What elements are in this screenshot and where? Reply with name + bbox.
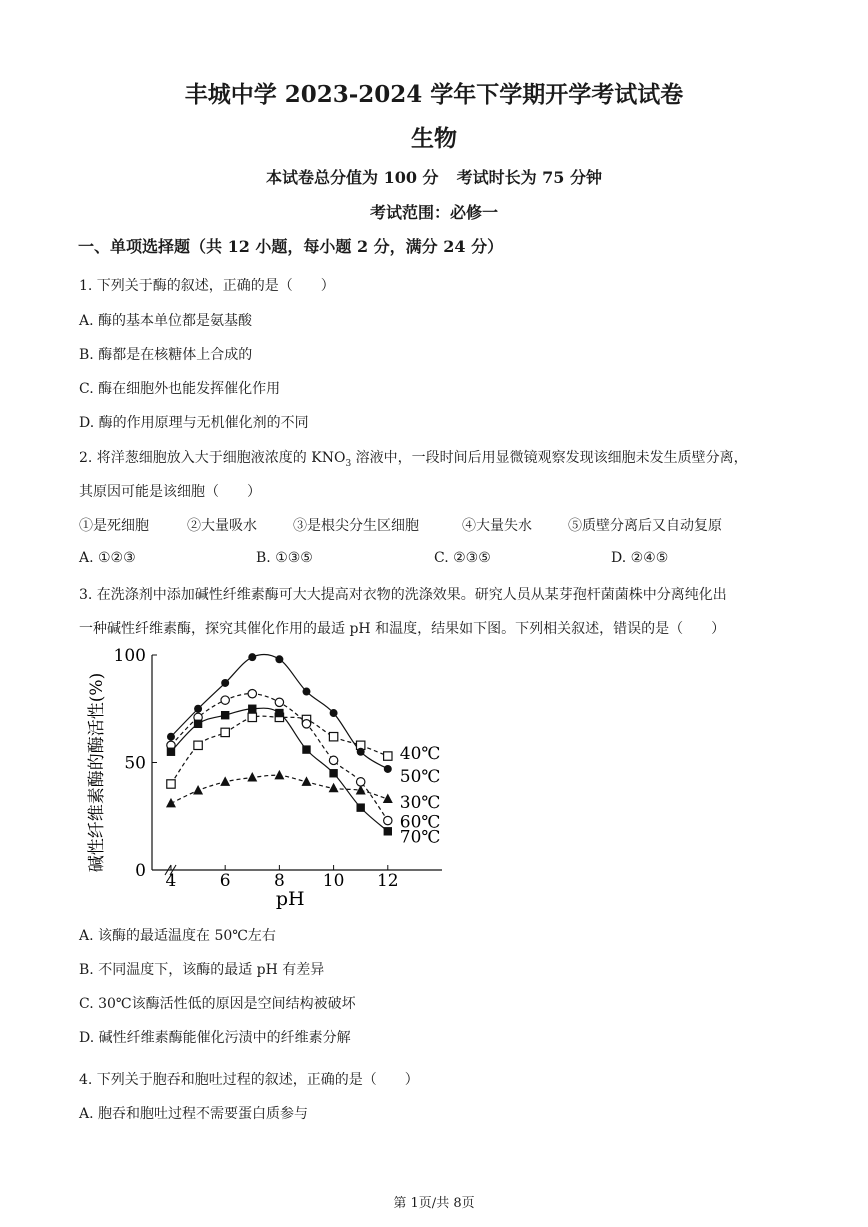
series-line-4 [171, 708, 388, 831]
x-tick-label: 12 [376, 871, 399, 891]
data-point-series-4 [275, 709, 283, 717]
y-tick-label: 100 [113, 646, 146, 666]
data-point-series-4 [384, 827, 392, 835]
subject-title: 生物 [411, 125, 457, 152]
data-point-series-1 [167, 733, 175, 741]
data-point-series-3 [329, 756, 337, 764]
series-label-2: 30℃ [399, 793, 441, 814]
q4-stem: 4. 下列关于胞吞和胞吐过程的叙述，正确的是（ ） [79, 1072, 419, 1088]
data-point-series-4 [329, 769, 337, 777]
q2-stem-line2: 其原因可能是该细胞（ ） [79, 484, 261, 500]
data-point-series-3 [275, 698, 283, 706]
y-axis-label: 碱性纤维素酶的酶活性(%) [87, 672, 107, 873]
q3-option-d: D. 碱性纤维素酶能催化污渍中的纤维素分解 [79, 1030, 351, 1046]
q2-item-3: ③是根尖分生区细胞 [293, 518, 419, 534]
q2-item-1: ①是死细胞 [79, 518, 149, 534]
x-tick-label: 10 [322, 871, 345, 891]
page-footer: 第 1页/共 8页 [393, 1196, 475, 1211]
q2-item-2: ②大量吸水 [187, 518, 257, 534]
q2-item-4: ④大量失水 [462, 518, 532, 534]
data-point-series-1 [194, 705, 202, 713]
section-heading: 一、单项选择题（共 12 小题，每小题 2 分，满分 24 分） [78, 237, 504, 256]
y-tick-label: 0 [135, 861, 146, 881]
exam-scope: 考试范围：必修一 [369, 203, 498, 222]
data-point-series-2 [247, 772, 257, 782]
data-point-series-3 [356, 778, 364, 786]
data-point-series-0 [194, 741, 202, 749]
data-point-series-2 [166, 798, 176, 808]
data-point-series-0 [248, 713, 256, 721]
series-line-2 [171, 775, 388, 803]
q4-option-a: A. 胞吞和胞吐过程不需要蛋白质参与 [79, 1106, 309, 1122]
q3-stem: 3. 在洗涤剂中添加碱性纤维素酶可大大提高对衣物的洗涤效果。研究人员从某芽孢杆菌菌株中分离纯化出 [79, 587, 727, 603]
data-point-series-1 [248, 653, 256, 661]
data-point-series-4 [302, 745, 310, 753]
data-point-series-0 [384, 752, 392, 760]
data-point-series-1 [221, 679, 229, 687]
q2-option-a: A. ①②③ [79, 550, 136, 566]
data-point-series-4 [167, 748, 175, 756]
y-tick-label: 50 [124, 753, 146, 774]
data-point-series-1 [357, 748, 365, 756]
x-axis-label: pH [275, 888, 305, 910]
q1-option-b: B. 酶都是在核糖体上合成的 [79, 347, 253, 363]
data-point-series-1 [330, 709, 338, 717]
x-tick-label: 8 [273, 871, 285, 891]
series-label-3: 60℃ [399, 812, 441, 833]
data-point-series-4 [194, 720, 202, 728]
data-point-series-2 [193, 785, 203, 795]
data-point-series-4 [356, 803, 364, 811]
q1-option-d: D. 酶的作用原理与无机催化剂的不同 [79, 415, 309, 431]
data-point-series-1 [384, 765, 392, 773]
x-tick-label: 6 [219, 871, 231, 891]
q3-option-a: A. 该酶的最适温度在 50℃左右 [79, 928, 276, 944]
time-info: 考试时长为 75 分钟 [456, 168, 602, 187]
data-point-series-3 [248, 690, 256, 698]
q1-option-c: C. 酶在细胞外也能发挥催化作用 [79, 381, 281, 397]
data-point-series-2 [274, 770, 284, 780]
data-point-series-1 [275, 655, 283, 663]
exam-title: 丰城中学 2023-2024 学年下学期开学考试试卷 [184, 81, 684, 108]
data-point-series-2 [301, 776, 311, 786]
data-point-series-3 [221, 696, 229, 704]
q3-option-c: C. 30℃该酶活性低的原因是空间结构被破坏 [79, 996, 356, 1012]
data-point-series-2 [220, 776, 230, 786]
exam-info [0, 165, 868, 188]
series-label-0: 40℃ [399, 744, 441, 765]
series-label-1: 50℃ [399, 766, 441, 787]
q2-item-5: ⑤质壁分离后又自动复原 [568, 518, 722, 534]
data-point-series-4 [221, 711, 229, 719]
data-point-series-0 [329, 733, 337, 741]
data-point-series-3 [384, 816, 392, 824]
data-point-series-3 [302, 720, 310, 728]
x-tick-label: 4 [165, 871, 177, 891]
q3-option-b: B. 不同温度下，该酶的最适 pH 有差异 [79, 962, 325, 978]
q2-option-c: C. ②③⑤ [434, 550, 491, 566]
q1-stem: 1. 下列关于酶的叙述，正确的是（ ） [79, 278, 335, 294]
enzyme-activity-chart [80, 642, 460, 914]
series-label-4: 70℃ [399, 827, 441, 848]
q2-option-b: B. ①③⑤ [256, 550, 313, 566]
q2-option-d: D. ②④⑤ [611, 550, 669, 566]
q1-option-a: A. 酶的基本单位都是氨基酸 [79, 313, 253, 329]
data-point-series-0 [221, 728, 229, 736]
q3-stem-line2: 一种碱性纤维素酶，探究其催化作用的最适 pH 和温度，结果如下图。下列相关叙述，错误的是（ ） [79, 621, 726, 637]
data-point-series-0 [167, 780, 175, 788]
data-point-series-2 [329, 783, 339, 793]
data-point-series-1 [302, 688, 310, 696]
score-info: 本试卷总分值为 100 分 [266, 168, 439, 187]
data-point-series-4 [248, 705, 256, 713]
q2-stem: 2. 将洋葱细胞放入大于细胞液浓度的 $KNO_3$ 溶液中，一段时间后用显微镜观察发现该细胞未发生质壁分离， [79, 450, 748, 469]
